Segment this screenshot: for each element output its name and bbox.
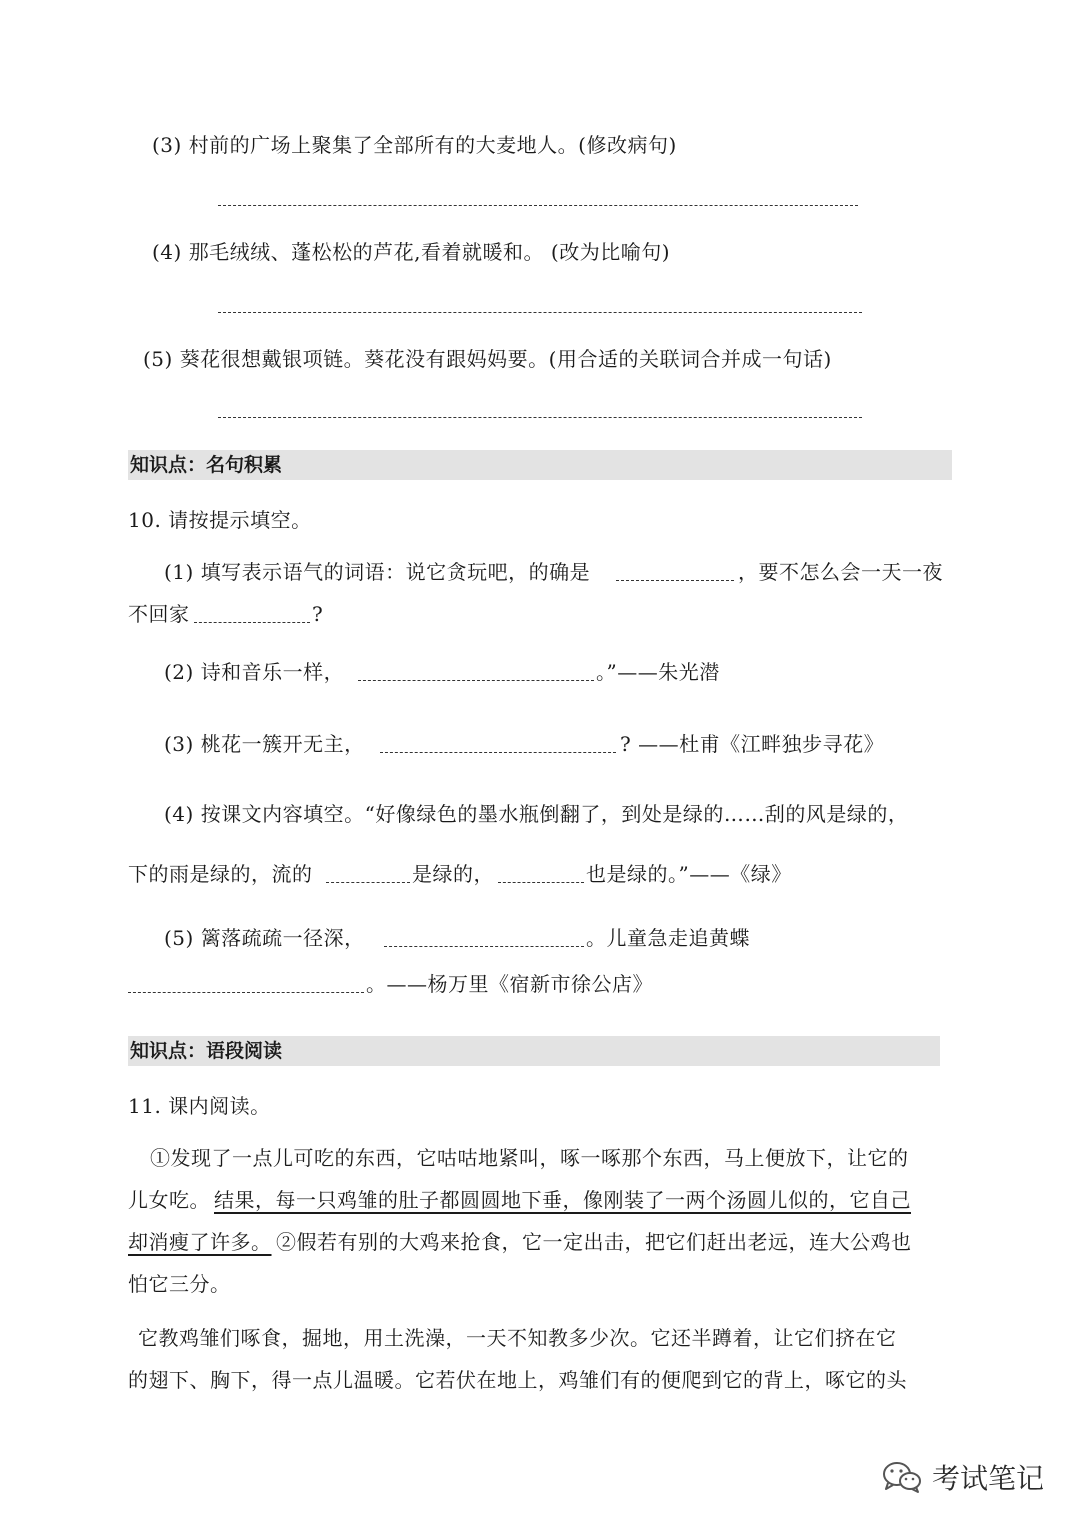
fill-blank — [616, 580, 734, 582]
fill-blank — [358, 680, 594, 682]
q10-item4-part1: (4) 按课文内容填空。“好像绿色的墨水瓶倒翻了，到处是绿的……刮的风是绿的， — [164, 802, 909, 826]
q10-title: 10. 请按提示填空。 — [128, 508, 312, 532]
q10-item3-part1: (3) 桃花一簇开无主， — [164, 732, 365, 756]
watermark — [882, 1457, 1044, 1497]
q10-item2-part2: 。”——朱光潜 — [596, 660, 720, 684]
fill-blank — [128, 992, 364, 994]
q10-item1-part2: ，要不怎么会一天一夜 — [738, 560, 943, 584]
q10-item5-part2: 。儿童急走追黄蝶 — [586, 926, 750, 950]
q10-item4-part2: 下的雨是绿的，流的 — [128, 862, 313, 886]
q11-para1-line2-underlined: 结果，每一只鸡雏的肚子都圆圆地下垂，像刚装了一两个汤圆儿似的，它自己 — [214, 1188, 911, 1212]
q9-item3: (3) 村前的广场上聚集了全部所有的大麦地人。(修改病句) — [152, 133, 677, 157]
answer-blank — [218, 312, 862, 314]
q10-item5-part1: (5) 篱落疏疏一径深， — [164, 926, 365, 950]
q11-para2-line1: 它教鸡雏们啄食，掘地，用土洗澡，一天不知教多少次。它还半蹲着，让它们挤在它 — [138, 1326, 897, 1350]
answer-blank — [218, 205, 858, 207]
q10-item4-part3: 是绿的， — [412, 862, 494, 886]
section-header-passage-reading: 知识点：语段阅读 — [128, 1036, 940, 1066]
wechat-icon — [882, 1460, 922, 1494]
q10-item3-part2: ? ——杜甫《江畔独步寻花》 — [620, 732, 885, 756]
q10-item1-part3: 不回家 — [128, 602, 190, 626]
q10-item2-part1: (2) 诗和音乐一样， — [164, 660, 345, 684]
fill-blank — [326, 882, 410, 884]
fill-blank — [498, 882, 584, 884]
q10-item1-part1: (1) 填写表示语气的词语：说它贪玩吧，的确是 — [164, 560, 591, 584]
q11-para1-line2-plain: 儿女吃。 — [128, 1188, 210, 1212]
fill-blank — [384, 946, 584, 948]
q10-item1-part4: ? — [312, 602, 324, 626]
q11-title: 11. 课内阅读。 — [128, 1094, 271, 1118]
q10-item5-part3: 。——杨万里《宿新市徐公店》 — [366, 972, 653, 996]
answer-blank — [218, 417, 862, 419]
q11-para1-line3-plain: ②假若有别的大鸡来抢食，它一定出击，把它们赶出老远，连大公鸡也 — [276, 1230, 912, 1254]
section-header-famous-quotes: 知识点：名句积累 — [128, 450, 952, 480]
q11-para1-line1: ①发现了一点儿可吃的东西，它咕咕地紧叫，啄一啄那个东西，马上便放下，让它的 — [150, 1146, 909, 1170]
q9-item4: (4) 那毛绒绒、蓬松松的芦花,看着就暖和。 (改为比喻句) — [152, 240, 671, 264]
q11-para1-line4: 怕它三分。 — [128, 1272, 231, 1296]
fill-blank — [194, 622, 310, 624]
fill-blank — [380, 752, 616, 754]
watermark-text: 考试笔记 — [931, 1462, 1044, 1495]
q9-item5: (5) 葵花很想戴银项链。葵花没有跟妈妈要。(用合适的关联词合并成一句话) — [143, 347, 832, 371]
q11-para2-line2: 的翅下、胸下，得一点儿温暖。它若伏在地上，鸡雏们有的便爬到它的背上，啄它的头 — [128, 1368, 907, 1392]
q11-para1-line3-underlined: 却消瘦了许多。 — [128, 1230, 272, 1254]
q10-item4-part4: 也是绿的。”——《绿》 — [586, 862, 792, 886]
